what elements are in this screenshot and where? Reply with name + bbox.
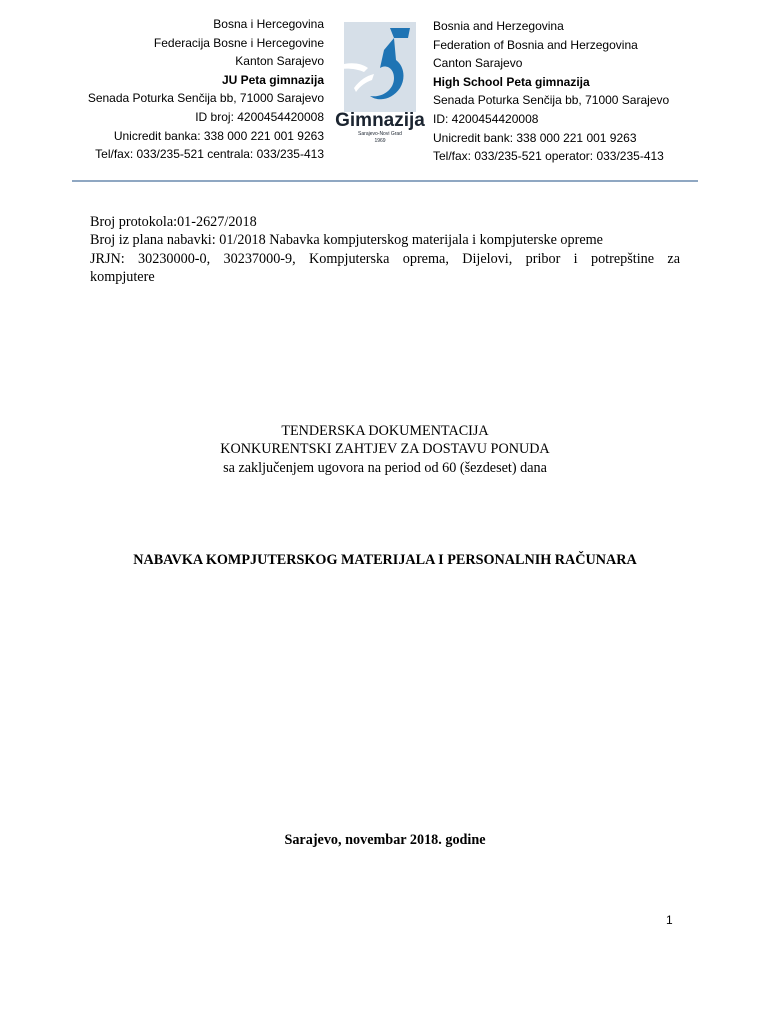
header-divider [72,180,698,182]
document-meta [90,213,680,287]
address-en: Senada Poturka Senčija bb, 71000 Sarajevo [433,93,670,108]
tender-title-block [0,422,770,477]
jrjn-codes-continued: kompjutere [90,269,155,286]
school-logo [334,22,426,150]
bank-account-en: Unicredit bank: 338 000 221 001 9263 [433,130,637,145]
country-bs: Bosna i Hercegovina [213,17,324,31]
school-name-bs: JU Peta gimnazija [221,72,324,87]
logo-year: 1969 [374,138,386,144]
phone-bs: Tel/fax: 033/235-521 centrala: 033/235-413 [95,147,324,162]
country-en: Bosnia and Herzegovina [433,19,564,33]
id-number-en: ID: 4200454420008 [433,111,539,126]
procurement-subject: NABAVKA KOMPJUTERSKOG MATERIJALA I PERSONALNIH RAČUNARA [133,552,637,568]
bank-account-bs: Unicredit banka: 338 000 221 001 9263 [113,128,324,143]
federation-en: Federation of Bosnia and Herzegovina [433,37,638,52]
competitive-request-title: KONKURENTSKI ZAHTJEV ZA DOSTAVU PONUDA [220,441,550,458]
logo-subtitle: Sarajevo-Novi Grad [358,131,402,137]
school-name-en: High School Peta gimnazija [433,74,590,89]
protocol-number: Broj protokola:01-2627/2018 [90,214,257,230]
tender-documentation-title: TENDERSKA DOKUMENTACIJA [281,423,489,439]
id-number-bs: ID broj: 4200454420008 [195,109,324,124]
procurement-plan-number: Broj iz plana nabavki: 01/2018 Nabavka kompjuterskog materijala i kompjuterske opreme [90,232,603,249]
canton-en: Canton Sarajevo [433,56,523,71]
address-bs: Senada Poturka Senčija bb, 71000 Sarajevo [87,91,324,106]
federation-bs: Federacija Bosne i Hercegovine [153,35,324,50]
logo-wordmark: Gimnazija [335,110,425,131]
phone-en: Tel/fax: 033/235-521 operator: 033/235-413 [433,149,664,164]
page-number: 1 [666,913,673,927]
header-right [433,17,733,166]
place-and-date: Sarajevo, novembar 2018. godine [284,832,486,848]
header-left [30,15,324,164]
jrjn-codes: JRJN: 30230000-0, 30237000-9, Kompjuterska oprema, Dijelovi, pribor i potrepštine za [90,250,680,267]
contract-period: sa zaključenjem ugovora na period od 60 (šezdeset) dana [223,459,547,476]
canton-bs: Kanton Sarajevo [235,54,324,69]
